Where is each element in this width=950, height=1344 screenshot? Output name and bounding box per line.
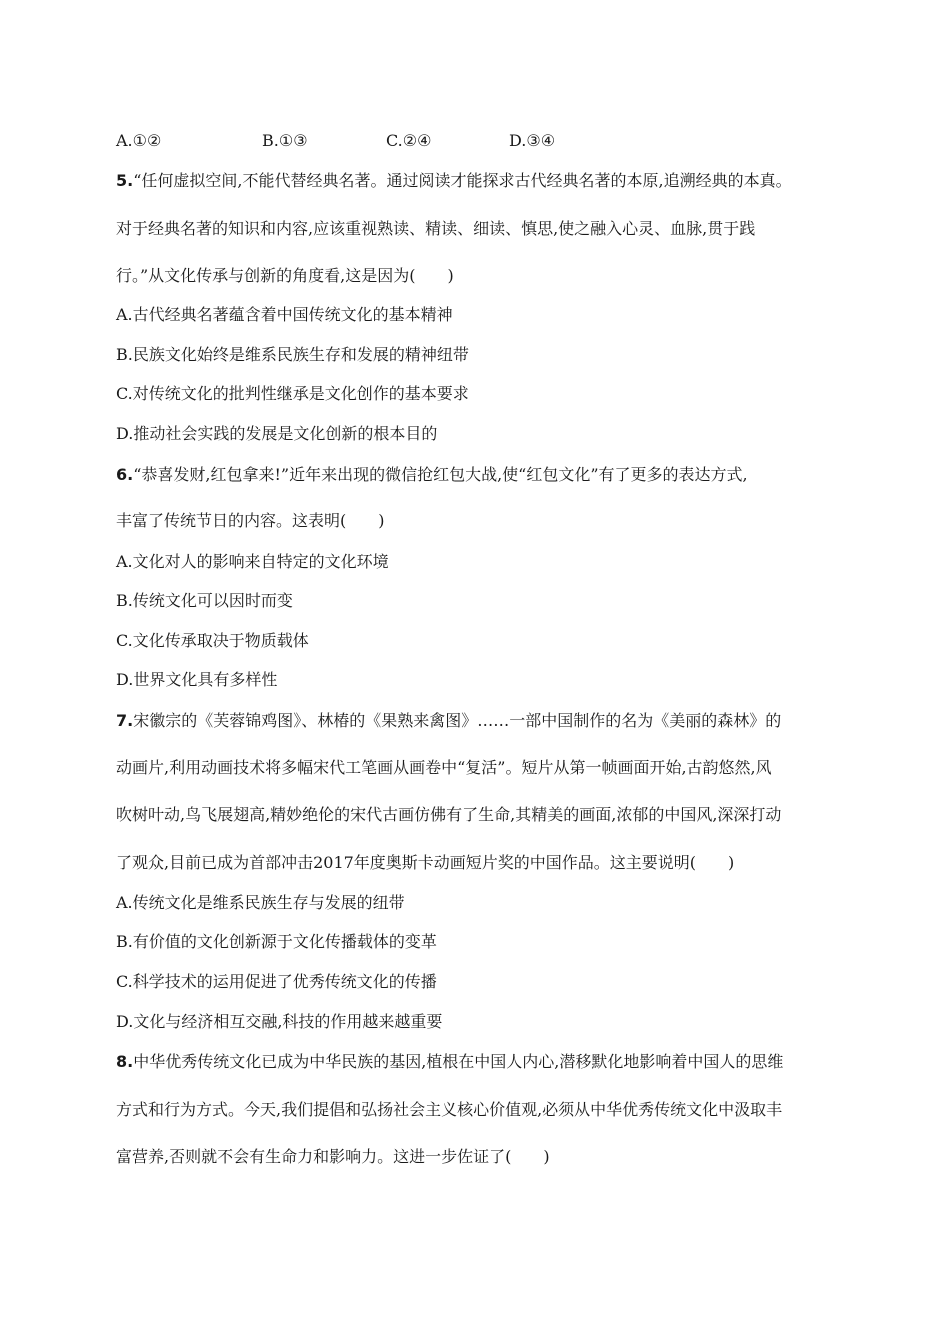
q6-option-b: B.传统文化可以因时而变: [116, 591, 293, 610]
q5-option-d: D.推动社会实践的发展是文化创新的根本目的: [116, 424, 438, 443]
q4-option-c: C.②④: [386, 131, 432, 150]
q7-option-c: C.科学技术的运用促进了优秀传统文化的传播: [116, 972, 437, 991]
q5-stem-line-1: [116, 170, 792, 192]
q6-stem-text-1: “恭喜发财,红包拿来!”近年来出现的微信抢红包大战,使“红包文化”有了更多的表达方式,: [133, 465, 748, 484]
q6-option-a: A.文化对人的影响来自特定的文化环境: [116, 552, 389, 571]
q5-number: 5.: [116, 171, 134, 190]
q7-stem-line-3: 吹树叶动,鸟飞展翅高,精妙绝伦的宋代古画仿佛有了生命,其精美的画面,浓郁的中国风,深深打动: [116, 805, 782, 824]
q8-stem-text-1: 中华优秀传统文化已成为中华民族的基因,植根在中国人内心,潜移默化地影响着中国人的思维: [133, 1052, 784, 1071]
q7-stem-line-2: 动画片,利用动画技术将多幅宋代工笔画从画卷中“复活”。短片从第一帧画面开始,古韵悠然,风: [116, 758, 772, 777]
q7-stem-text-1: 宋徽宗的《芙蓉锦鸡图》、林椿的《果熟来禽图》……一部中国制作的名为《美丽的森林》的: [133, 711, 782, 730]
q7-stem-line-1: [116, 710, 781, 732]
q4-options-row: [116, 130, 616, 152]
q4-option-d: D.③④: [509, 131, 556, 150]
q4-option-b: B.①③: [262, 131, 308, 150]
q7-option-a: A.传统文化是维系民族生存与发展的纽带: [116, 893, 405, 912]
q5-stem-line-3: 行。”从文化传承与创新的角度看,这是因为( ): [116, 266, 454, 285]
q7-number: 7.: [116, 711, 134, 730]
q8-stem-line-3: 富营养,否则就不会有生命力和影响力。这进一步佐证了( ): [116, 1147, 550, 1166]
q5-stem-text-1: “任何虚拟空间,不能代替经典名著。通过阅读才能探求古代经典名著的本原,追溯经典的本真。: [133, 171, 792, 190]
q8-stem-line-1: [116, 1051, 783, 1073]
q4-option-a: A.①②: [116, 131, 162, 150]
q5-option-a: A.古代经典名著蕴含着中国传统文化的基本精神: [116, 305, 453, 324]
q7-option-b: B.有价值的文化创新源于文化传播载体的变革: [116, 932, 437, 951]
q6-number: 6.: [116, 465, 134, 484]
q7-stem-line-4: 了观众,目前已成为首部冲击2017年度奥斯卡动画短片奖的中国作品。这主要说明( ): [116, 853, 735, 872]
q6-option-d: D.世界文化具有多样性: [116, 670, 278, 689]
q5-stem-line-2: 对于经典名著的知识和内容,应该重视熟读、精读、细读、慎思,使之融入心灵、血脉,贯于践: [116, 219, 756, 238]
q5-option-c: C.对传统文化的批判性继承是文化创作的基本要求: [116, 384, 469, 403]
q6-stem-line-2: 丰富了传统节日的内容。这表明( ): [116, 511, 385, 530]
q7-option-d: D.文化与经济相互交融,科技的作用越来越重要: [116, 1012, 443, 1031]
q6-stem-line-1: [116, 464, 748, 486]
q5-option-b: B.民族文化始终是维系民族生存和发展的精神纽带: [116, 345, 469, 364]
q8-number: 8.: [116, 1052, 134, 1071]
q8-stem-line-2: 方式和行为方式。今天,我们提倡和弘扬社会主义核心价值观,必须从中华优秀传统文化中汲取丰: [116, 1100, 783, 1119]
q6-option-c: C.文化传承取决于物质载体: [116, 631, 309, 650]
